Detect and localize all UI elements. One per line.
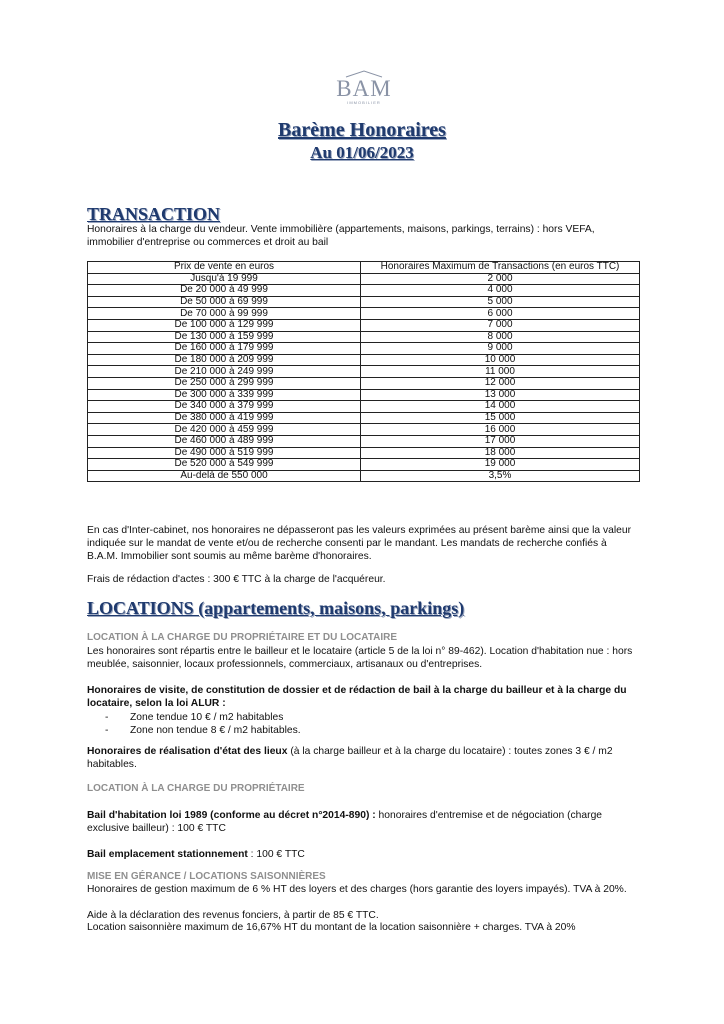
fee-cell: 16 000	[361, 424, 640, 436]
transaction-fee-table	[87, 261, 640, 482]
intercabinet-note: En cas d'Inter-cabinet, nos honoraires ne dépasseront pas les valeurs exprimées au présent barème ainsi que la valeur indiquée sur le mandat de vente et/ou de recherche consenti par le mandant. Les mandats de recherche confiés à B.A.M. Immobilier sont soumis au même barème d'honoraires.	[87, 525, 632, 562]
table-row	[88, 470, 640, 482]
zone-list	[105, 711, 301, 737]
price-range-cell: De 180 000 à 209 999	[88, 354, 361, 366]
parking-bold: Bail emplacement stationnement	[87, 849, 248, 860]
table-row	[88, 366, 640, 378]
parking-text: : 100 € TTC	[247, 849, 305, 860]
price-range-cell: De 420 000 à 459 999	[88, 424, 361, 436]
fee-cell: 9 000	[361, 343, 640, 355]
table-row	[88, 447, 640, 459]
fee-cell: 11 000	[361, 366, 640, 378]
price-range-cell: De 380 000 à 419 999	[88, 412, 361, 424]
price-range-cell: De 520 000 à 549 999	[88, 459, 361, 471]
location-saisonniere: Location saisonnière maximum de 16,67% HT du montant de la location saisonnière + charges. TVA à 20%	[87, 922, 576, 933]
fee-cell: 13 000	[361, 389, 640, 401]
section-owner-tenant-title: LOCATION À LA CHARGE DU PROPRIÉTAIRE ET DU LOCATAIRE	[87, 632, 397, 643]
column-header: Honoraires Maximum de Transactions (en euros TTC)	[361, 262, 640, 274]
logo-text: BAM	[336, 76, 392, 101]
column-header: Prix de vente en euros	[88, 262, 361, 274]
section-owner-tenant-text: Les honoraires sont répartis entre le bailleur et le locataire (article 5 de la loi n° 89-462). Location d'habitation nue : hors meublée, saisonnier, locaux professionnels, commerciaux, artisanaux ou d'entreprises.	[87, 646, 633, 670]
fee-cell: 6 000	[361, 308, 640, 320]
visit-fees-title: Honoraires de visite, de constitution de dossier et de rédaction de bail à la charge du bailleur et à la charge du locataire, selon la loi ALUR :	[87, 685, 627, 709]
price-range-cell: Jusqu'à 19 999	[88, 273, 361, 285]
fee-cell: 10 000	[361, 354, 640, 366]
fee-cell: 2 000	[361, 273, 640, 285]
transaction-heading: TRANSACTION	[87, 204, 221, 224]
locations-heading: LOCATIONS (appartements, maisons, parkings)	[87, 598, 465, 618]
etat-text: (à la charge bailleur et à la charge du locataire) : toutes zones 3 € / m2 habitables.	[87, 746, 613, 770]
table-row	[88, 424, 640, 436]
price-range-cell: De 210 000 à 249 999	[88, 366, 361, 378]
fee-cell: 12 000	[361, 377, 640, 389]
price-range-cell: De 130 000 à 159 999	[88, 331, 361, 343]
list-item: - Zone non tendue 8 € / m2 habitables.	[105, 725, 301, 736]
section-gerance-title: MISE EN GÉRANCE / LOCATIONS SAISONNIÈRES	[87, 871, 326, 882]
table-row	[88, 285, 640, 297]
table-row	[88, 343, 640, 355]
table-row	[88, 459, 640, 471]
page-title: Barème Honoraires	[278, 119, 446, 141]
fee-cell: 18 000	[361, 447, 640, 459]
price-range-cell: De 300 000 à 339 999	[88, 389, 361, 401]
zone-tendue: Zone tendue 10 € / m2 habitables	[130, 712, 284, 723]
bail-habitation	[87, 809, 640, 835]
table-row	[88, 296, 640, 308]
table-row	[88, 435, 640, 447]
fee-cell: 5 000	[361, 296, 640, 308]
table-row	[88, 389, 640, 401]
logo-subtext: IMMOBILIER	[347, 100, 381, 105]
price-range-cell: Au-delà de 550 000	[88, 470, 361, 482]
page-date: Au 01/06/2023	[310, 143, 414, 162]
bail-bold: Bail d'habitation loi 1989 (conforme au décret n°2014-890) :	[87, 810, 376, 821]
zone-non-tendue: Zone non tendue 8 € / m2 habitables.	[130, 725, 301, 736]
list-item: - Zone tendue 10 € / m2 habitables	[105, 712, 284, 723]
table-row	[88, 319, 640, 331]
table-row	[88, 273, 640, 285]
section-owner-title: LOCATION À LA CHARGE DU PROPRIÉTAIRE	[87, 783, 305, 794]
table-row	[88, 401, 640, 413]
etat-des-lieux	[87, 745, 640, 771]
fee-cell: 19 000	[361, 459, 640, 471]
deed-fees: Frais de rédaction d'actes : 300 € TTC à la charge de l'acquéreur.	[87, 574, 386, 585]
company-logo	[328, 70, 400, 105]
fee-cell: 15 000	[361, 412, 640, 424]
table-header-row	[88, 262, 640, 274]
table-row	[88, 308, 640, 320]
price-range-cell: De 50 000 à 69 999	[88, 296, 361, 308]
price-range-cell: De 20 000 à 49 999	[88, 285, 361, 297]
fee-cell: 14 000	[361, 401, 640, 413]
price-range-cell: De 70 000 à 99 999	[88, 308, 361, 320]
table-row	[88, 377, 640, 389]
table-row	[88, 354, 640, 366]
bail-text: honoraires d'entremise et de négociation (charge exclusive bailleur) : 100 € TTC	[87, 810, 603, 834]
etat-bold: Honoraires de réalisation d'état des lieux	[87, 746, 288, 757]
fee-cell: 3,5%	[361, 470, 640, 482]
price-range-cell: De 460 000 à 489 999	[88, 435, 361, 447]
fee-cell: 8 000	[361, 331, 640, 343]
price-range-cell: De 250 000 à 299 999	[88, 377, 361, 389]
fee-cell: 4 000	[361, 285, 640, 297]
price-range-cell: De 490 000 à 519 999	[88, 447, 361, 459]
table-row	[88, 331, 640, 343]
fee-cell: 17 000	[361, 435, 640, 447]
price-range-cell: De 160 000 à 179 999	[88, 343, 361, 355]
fee-cell: 7 000	[361, 319, 640, 331]
revenus-fonciers: Aide à la déclaration des revenus fonciers, à partir de 85 € TTC.	[87, 910, 379, 921]
gerance-fees: Honoraires de gestion maximum de 6 % HT des loyers et des charges (hors garantie des loyers impayés). TVA à 20%.	[87, 884, 627, 895]
price-range-cell: De 100 000 à 129 999	[88, 319, 361, 331]
bail-stationnement	[87, 848, 640, 861]
table-row	[88, 412, 640, 424]
price-range-cell: De 340 000 à 379 999	[88, 401, 361, 413]
transaction-intro: Honoraires à la charge du vendeur. Vente immobilière (appartements, maisons, parkings, terrains) : hors VEFA, immobilier d'entreprise ou commerces et droit au bail	[87, 224, 595, 248]
